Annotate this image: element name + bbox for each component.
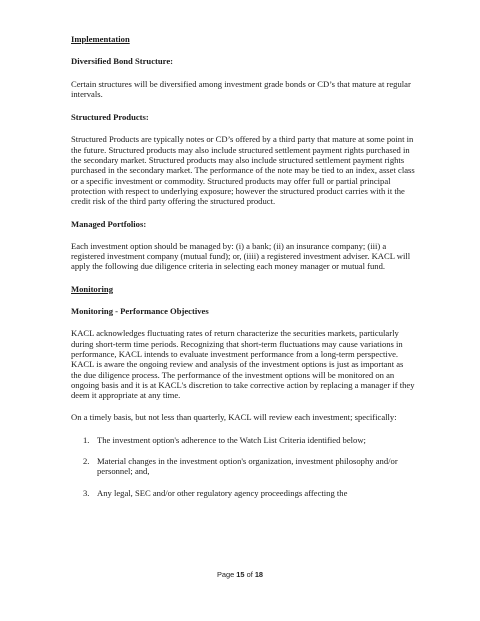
page-footer xyxy=(0,570,480,579)
diversified-bond-heading: Diversified Bond Structure: xyxy=(71,56,174,67)
list-item xyxy=(71,456,416,477)
performance-objectives-heading: Monitoring - Performance Objectives xyxy=(71,306,209,317)
list-item-text: The investment option's adherence to the Watch List Criteria identified below; xyxy=(97,434,366,445)
performance-paragraph-1: KACL acknowledges fluctuating rates of return characterize the securities markets, particularly during short-term time periods. Recognizing that short-term fluctuations may cause variations in performance, KACL intends to evaluate investment performance from a long-term perspective. xyxy=(71,328,403,359)
list-item xyxy=(71,488,416,498)
performance-paragraph-3: On a timely basis, but not less than quarterly, KACL will review each investment; specifically: xyxy=(71,412,397,423)
list-item-text: Material changes in the investment option's organization, investment philosophy and/or personnel; and, xyxy=(97,456,398,477)
review-criteria-list xyxy=(71,435,416,498)
managed-portfolios-heading: Managed Portfolios: xyxy=(71,218,147,229)
list-item-number: 3. xyxy=(83,487,90,498)
list-item-number: 1. xyxy=(83,434,90,445)
page-total: 18 xyxy=(254,570,264,579)
performance-paragraph-2: KACL is aware the ongoing review and analysis of the investment options is just as important as the due diligence process. The performance of the investment options will be monitored on an ongoing basis and it is at KACL's discretion to take corrective action by replacing a manager if they deem it appropriate at any time. xyxy=(71,359,415,401)
structured-products-text: Structured Products are typically notes or CD’s offered by a third party that mature at some point in the future. Structured products may also include structured settlement payment rights purchased in the secondary market. Structured products may also include structured settlement payment rights purchased in the secondary market. The performance of the note may be tied to an index, asset class or a specific investment or commodity. Structured products may offer full or partial principal protection with respect to underlying exposure; however the structured product carries with it the credit risk of the third party offering the structured product. xyxy=(71,134,415,207)
document-page xyxy=(71,34,416,498)
diversified-bond-text: Certain structures will be diversified among investment grade bonds or CD’s that mature at regular intervals. xyxy=(71,78,411,99)
managed-portfolios-text: Each investment option should be managed by: (i) a bank; (ii) an insurance company; (iii) a registered investment company (mutual fund); or, (iiii) a registered investment adviser. KACL will apply the following due diligence criteria in selecting each money manager or mutual fund. xyxy=(71,240,411,272)
of-label: of xyxy=(246,570,253,579)
list-item-text: Any legal, SEC and/or other regulatory agency proceedings affecting the xyxy=(97,487,348,498)
page-current: 15 xyxy=(236,570,245,579)
structured-products-heading: Structured Products: xyxy=(71,112,149,123)
list-item-number: 2. xyxy=(83,456,90,467)
implementation-heading: Implementation xyxy=(71,34,130,44)
list-item xyxy=(71,435,416,445)
page-label: Page xyxy=(216,570,235,579)
monitoring-heading: Monitoring xyxy=(71,283,114,294)
